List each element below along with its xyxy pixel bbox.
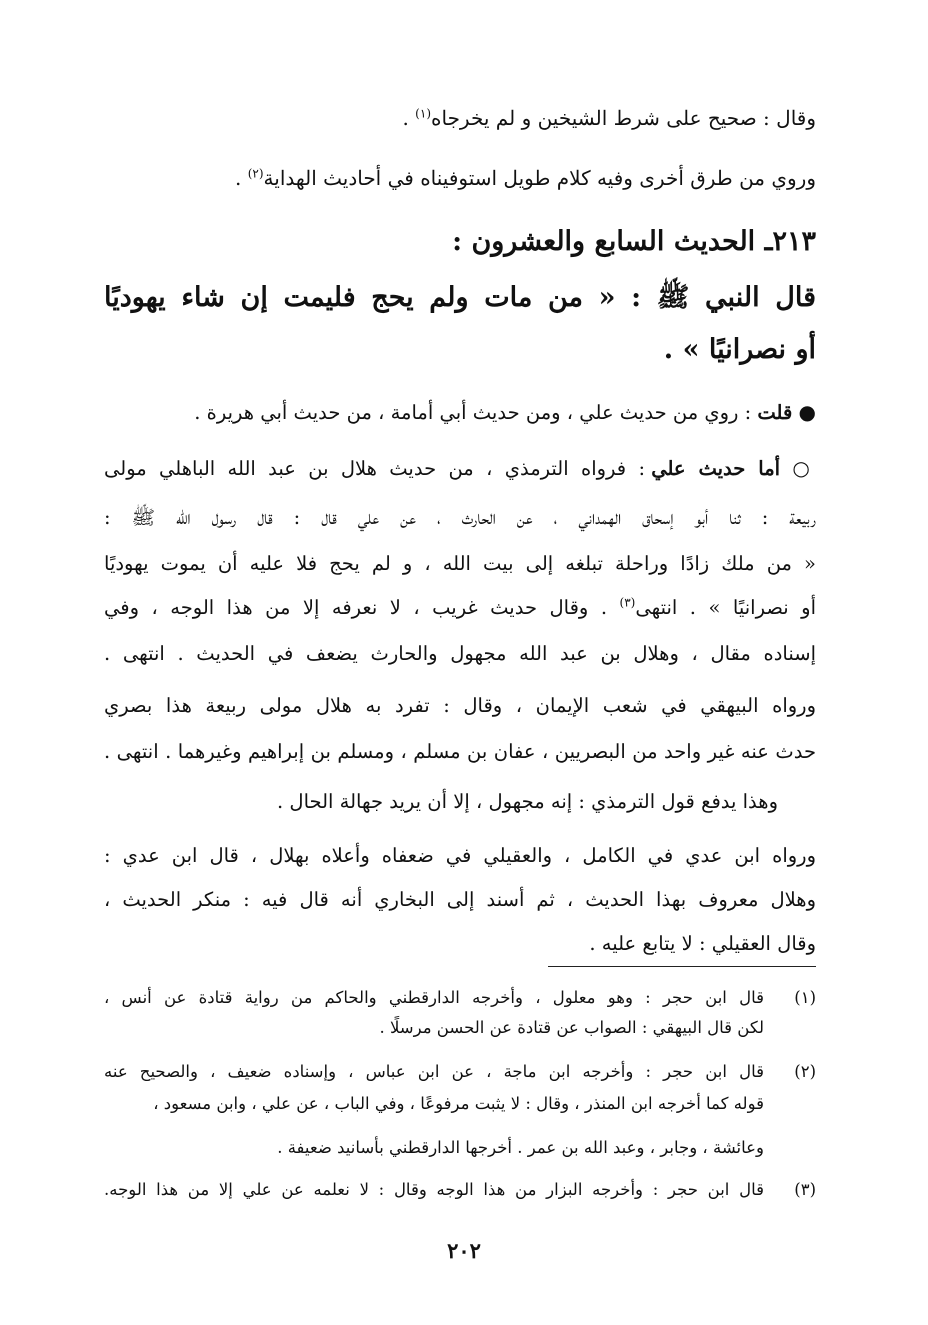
footnote-ref: (٣) <box>619 595 636 610</box>
footnote-ref: (٢) <box>247 166 264 181</box>
line-end: . <box>402 106 416 130</box>
hollow-bullet-icon: ○ <box>792 456 817 480</box>
text-line <box>104 596 816 619</box>
filled-bullet-icon: ● <box>798 400 816 424</box>
footnote <box>104 1062 816 1084</box>
text-line <box>104 166 816 190</box>
text-line: « من ملك زادًا وراحلة تبلغه إلى بيت الله ، و لم يحج فلا عليه أن يموت يهوديًا <box>104 552 816 575</box>
footnote-line: وعائشة ، وجابر ، وعبد الله بن عمر . أخرجها الدارقطني بأسانيد ضعيفة . <box>277 1138 764 1157</box>
footnote-line: قال ابن حجر : وأخرجه ابن ماجة ، عن ابن عباس ، وإسناده ضعيف ، والصحيح عنه <box>104 1062 764 1081</box>
hadith-text-line: أو نصرانيًا » . <box>663 334 816 365</box>
line-text: وقال : صحيح على شرط الشيخين و لم يخرجاه <box>431 106 816 130</box>
footnote-line: قال ابن حجر : وأخرجه البزار من هذا الوجه وقال : لا نعلمه عن علي إلا من هذا الوجه. <box>104 1180 764 1199</box>
text-line: وهذا يدفع قول الترمذي : إنه مجهول ، إلا أن يريد جهالة الحال . <box>277 790 778 813</box>
footnote-number: (٣) <box>794 1180 816 1199</box>
text-line: وهلال معروف بهذا الحديث ، ثم أسند إلى البخاري أنه قال فيه : منكر الحديث ، <box>104 888 816 911</box>
text-line: حدث عنه غير واحد من البصريين ، عفان بن مسلم ، ومسلم بن إبراهيم وغيرهما . انتهى . <box>104 740 816 763</box>
text-line: ورواه البيهقي في شعب الإيمان ، وقال : تفرد به هلال مولى ربيعة هذا بصري <box>104 694 816 717</box>
hadith-text-line: قال النبي ﷺ : « من مات ولم يحج فليمت إن شاء يهوديًا <box>104 282 816 313</box>
footnote-line: لكن قال البيهقي : الصواب عن قتادة عن الحسن مرسلًا . <box>379 1018 764 1037</box>
footnote-line: قوله كما أخرجه ابن المنذر ، وقال : لا يثبت مرفوعًا ، وفي الباب ، عن علي ، وابن مسعود ، <box>153 1094 764 1113</box>
footnote-separator <box>548 966 816 967</box>
line-text: وروي من طرق أخرى وفيه كلام طويل استوفيناه في أحاديث الهداية <box>263 166 816 190</box>
page-number: ٢٠٢ <box>447 1238 481 1263</box>
footnote-line: قال ابن حجر : وهو معلول ، وأخرجه الدارقطني والحاكم من رواية قتادة عن أنس ، <box>104 988 764 1007</box>
text-line: ربيعة : ثنا أبو إسحاق الهمداني ، عن الحارث ، عن علي قال : قال رسول الله ﷺ : <box>104 506 816 529</box>
qult-label: قلت <box>757 401 793 424</box>
footnote <box>104 1180 816 1202</box>
text-line: إسناده مقال ، وهلال بن عبد الله مجهول والحارث يضعف في الحديث . انتهى . <box>104 642 816 665</box>
qult-text: : روي من حديث علي ، ومن حديث أبي أمامة ، من حديث أبي هريرة . <box>194 401 758 424</box>
footnote-number: (٢) <box>794 1062 816 1081</box>
footnote-ref: (١) <box>415 106 431 121</box>
line-end: . <box>235 166 248 190</box>
line-text: أو نصرانيًا » . انتهى <box>635 596 816 619</box>
qult-paragraph <box>104 400 816 424</box>
hadith-heading: ٢١٣ـ الحديث السابع والعشرون : <box>452 226 816 257</box>
text-line: وقال العقيلي : لا يتابع عليه . <box>589 932 816 955</box>
section-label: أما حديث علي <box>651 457 781 480</box>
line-text: : فرواه الترمذي ، من حديث هلال بن عبد الله الباهلي مولى <box>104 457 652 480</box>
text-line: ورواه ابن عدي في الكامل ، والعقيلي في ضعفاه وأعلاه بهلال ، قال ابن عدي : <box>104 844 816 867</box>
text-line <box>104 106 816 130</box>
footnote-number: (١) <box>794 988 816 1007</box>
footnote <box>104 988 816 1010</box>
text-line <box>104 456 816 480</box>
line-text: . وقال حديث غريب ، لا نعرفه إلا من هذا الوجه ، وفي <box>104 596 620 619</box>
